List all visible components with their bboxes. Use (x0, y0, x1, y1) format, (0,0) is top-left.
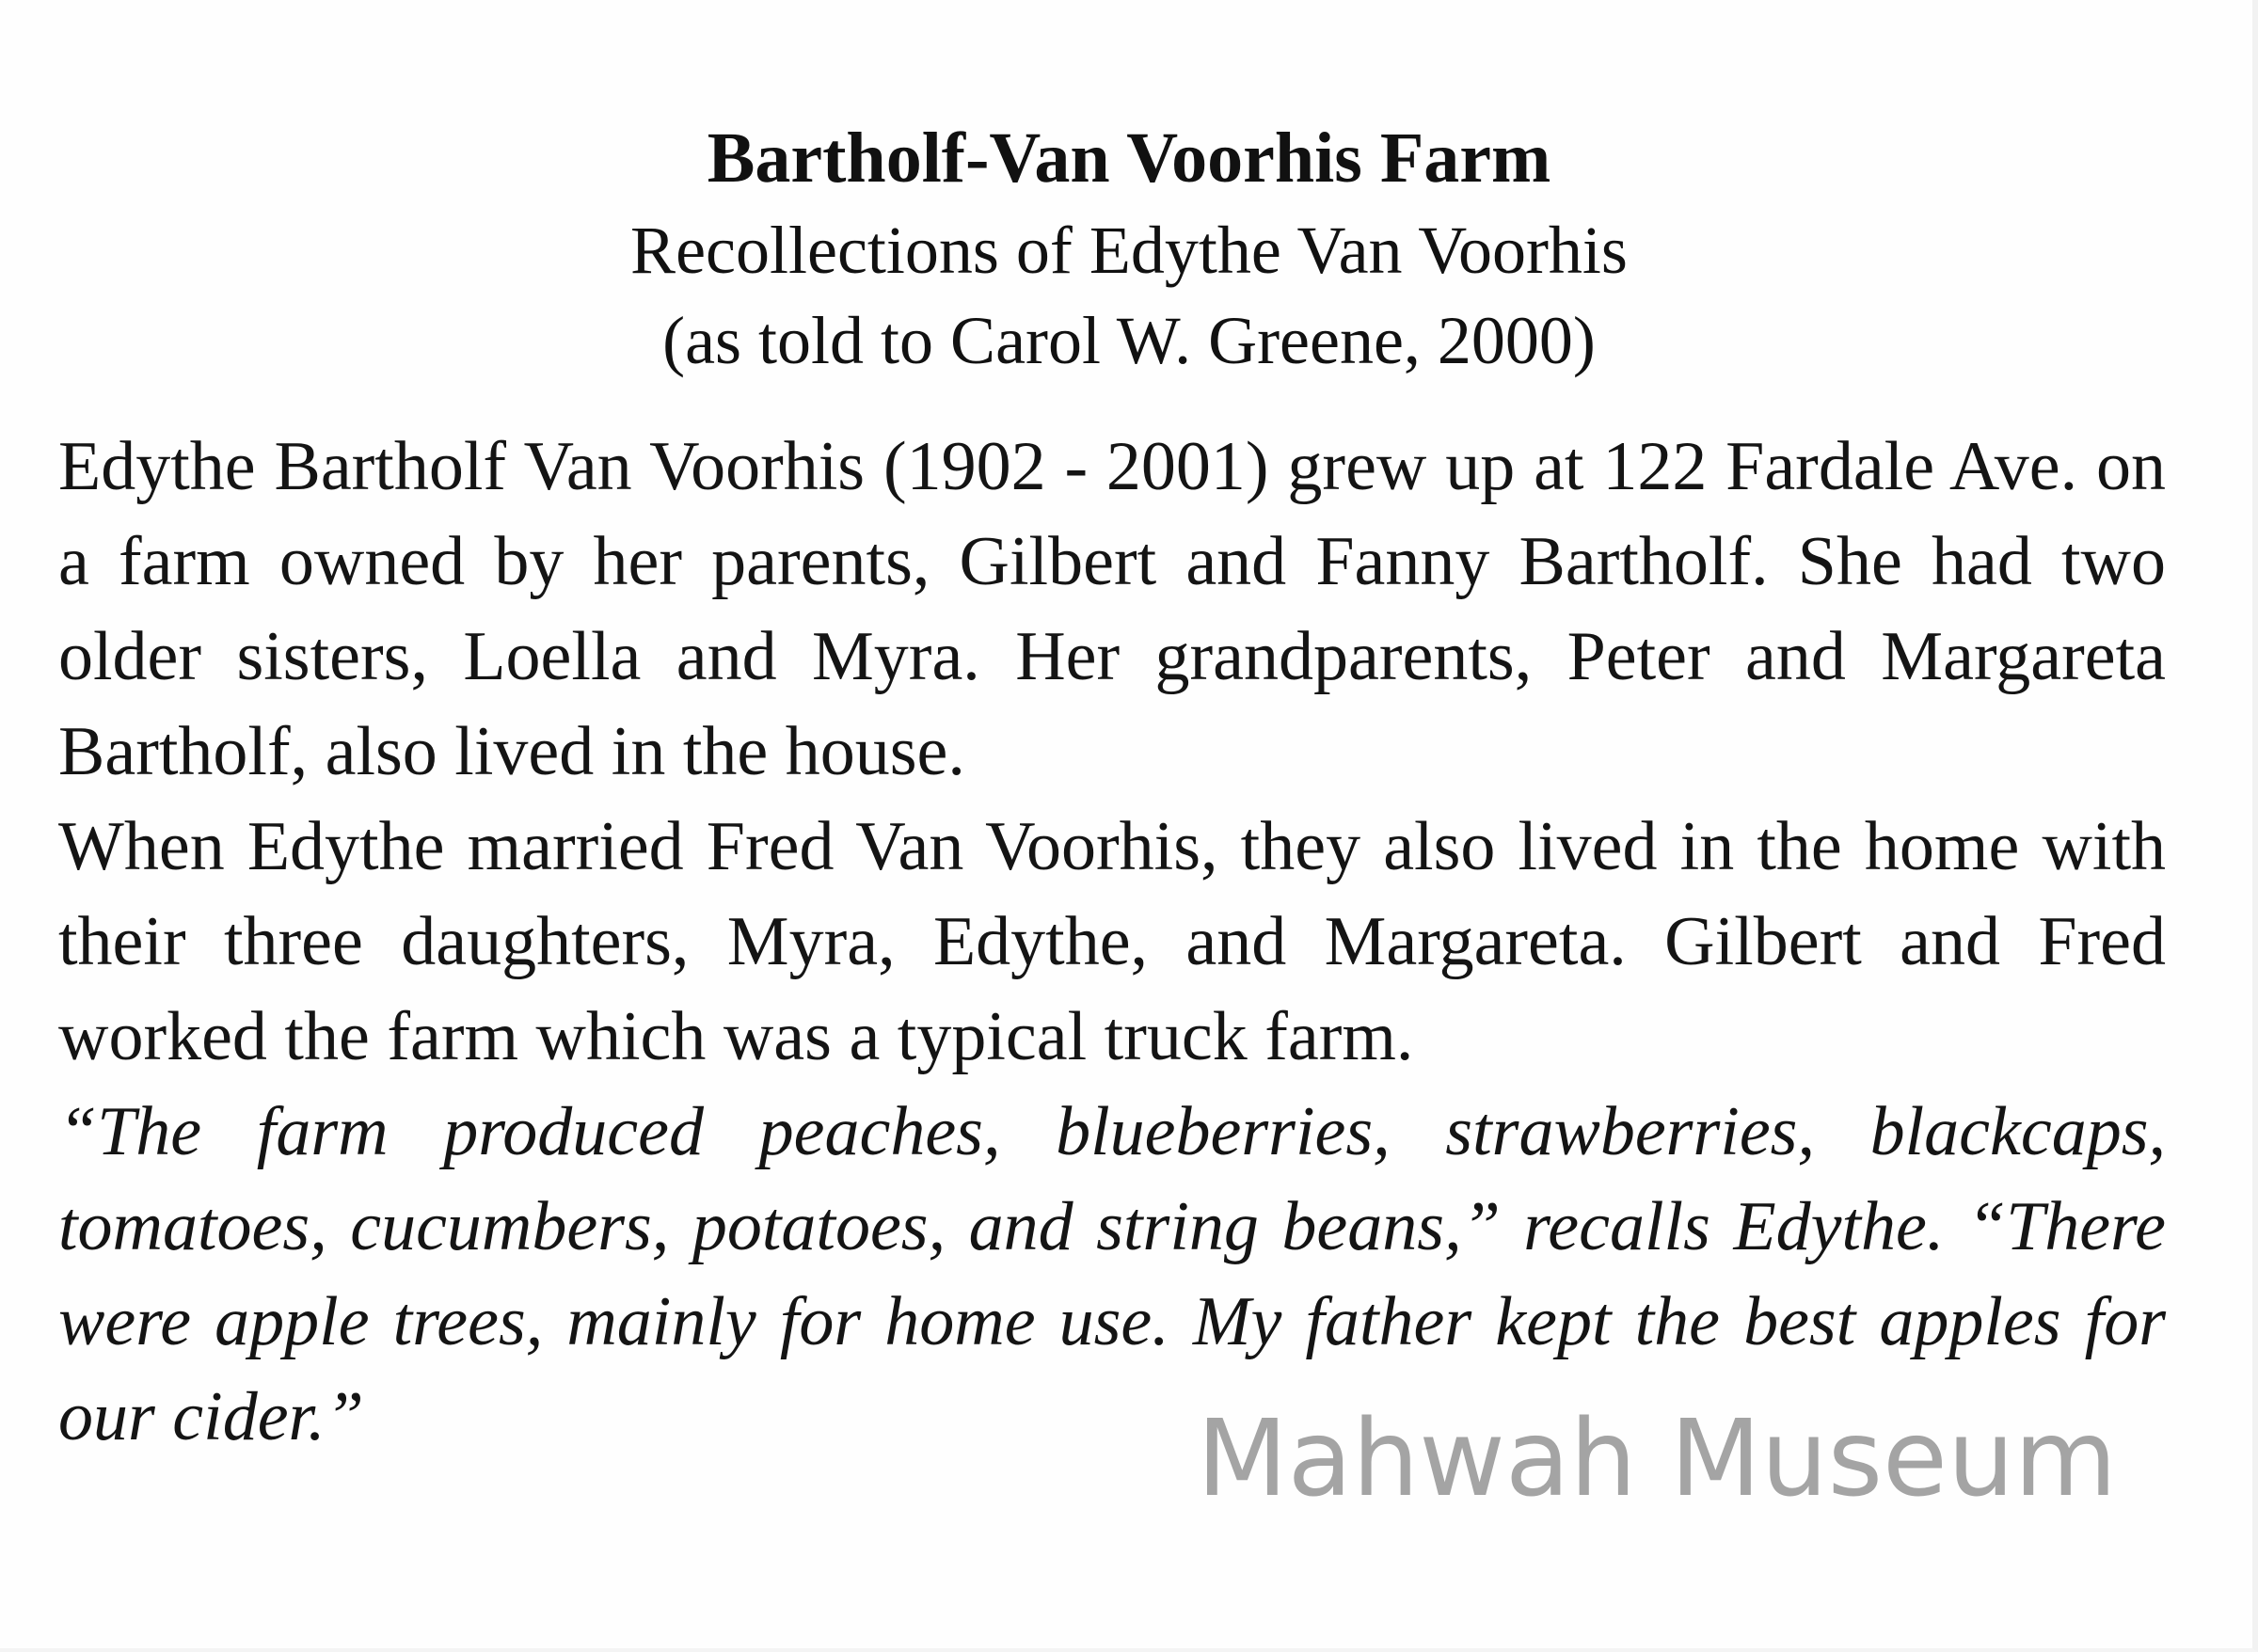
document-title: Bartholf-Van Voorhis Farm (707, 119, 1551, 198)
paragraph-marriage: When Edythe married Fred Van Voorhis, they also lived in the home with their three daughters, Myra, Edythe, and Margareta. Gilbert and Fred worked the farm which was a typical truck farm. (58, 808, 2166, 1075)
document-body (58, 420, 2166, 1465)
document-header (0, 111, 2258, 386)
document-credit: (as told to Carol W. Greene, 2000) (662, 303, 1596, 378)
watermark-text: Mahwah Museum (1197, 1398, 2118, 1520)
paragraph-childhood: Edythe Bartholf Van Voorhis (1902 - 2001) grew up at 122 Fardale Ave. on a farm owned by her parents, Gilbert and Fanny Bartholf. She had two older sisters, Loella and Myra. Her grandparents, Peter and Margareta Bartholf, also lived in the house. (58, 428, 2166, 790)
quote-paragraph: “The farm produced peaches, blueberries, strawberries, blackcaps, tomatoes, cucumbers, potatoes, and string beans,” recalls Edythe. “There were apple trees, mainly for home use. My father kept the best apples for our cider.” (58, 1093, 2166, 1455)
document-subtitle: Recollections of Edythe Van Voorhis (630, 213, 1628, 288)
